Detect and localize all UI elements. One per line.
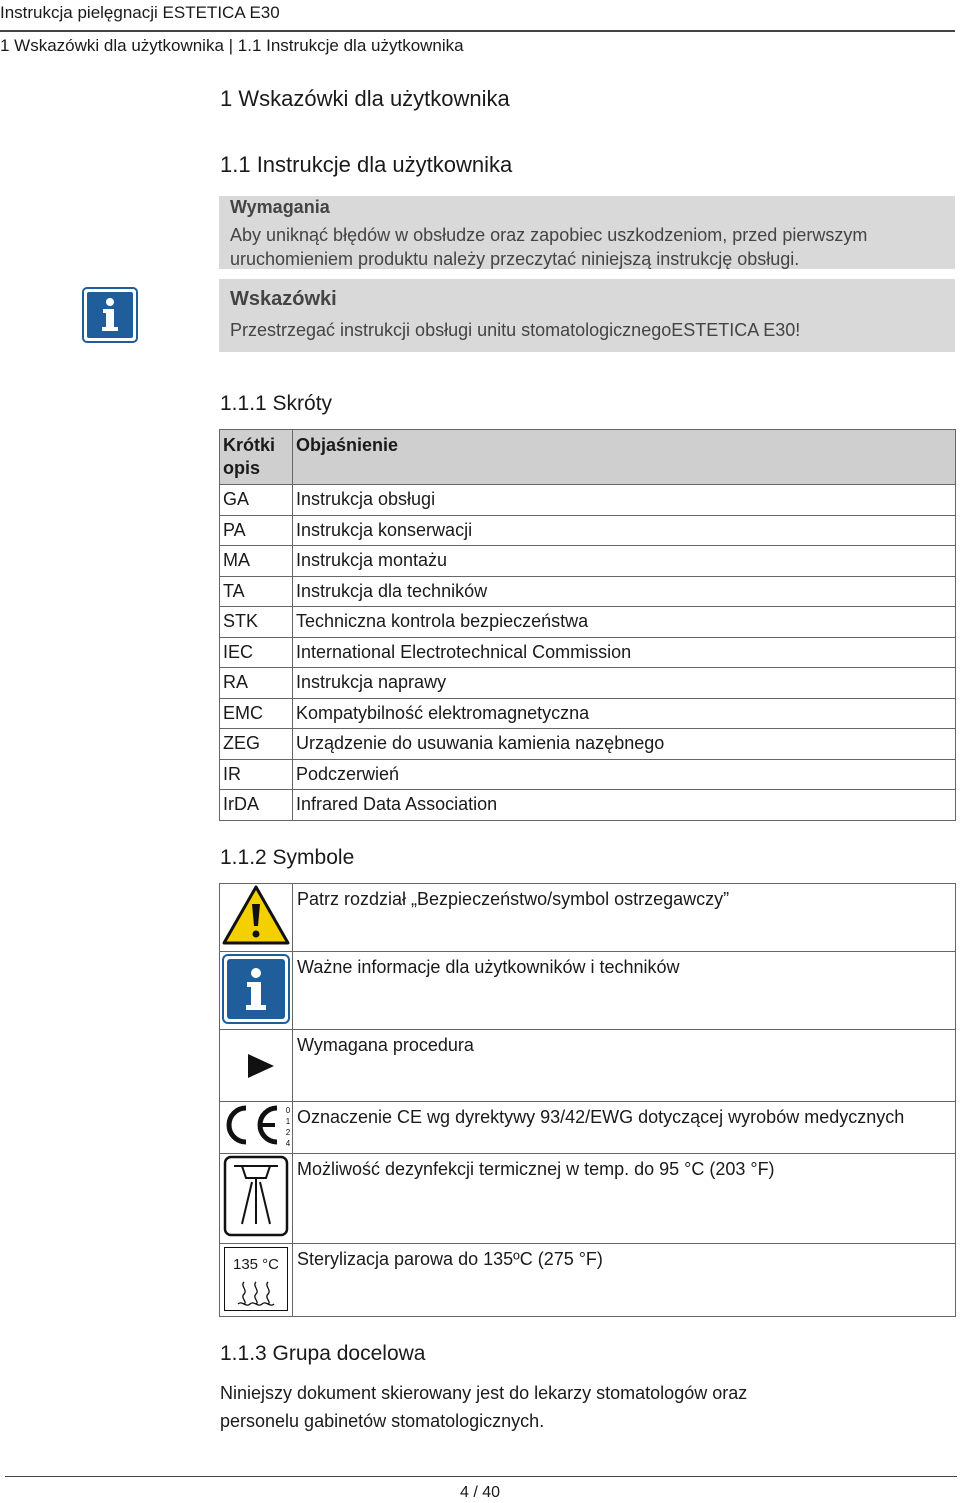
symbol-cell (220, 952, 293, 1030)
symbol-description: Oznaczenie CE wg dyrektywy 93/42/EWG dotyczącej wyrobów medycznych (293, 1102, 956, 1154)
table-header-row (220, 430, 956, 485)
symbol-description: Patrz rozdział „Bezpieczeństwo/symbol ostrzegawczy” (293, 884, 956, 952)
explanation-cell: Techniczna kontrola bezpieczeństwa (293, 607, 956, 638)
table-row (220, 637, 956, 668)
symbol-description: Możliwość dezynfekcji termicznej w temp. do 95 °C (203 °F) (293, 1154, 956, 1244)
abbr-cell: IEC (220, 637, 293, 668)
explanation-cell: Podczerwień (293, 759, 956, 790)
note-text: Przestrzegać instrukcji obsługi unitu stomatologicznegoESTETICA E30! (230, 320, 801, 340)
info-icon (82, 287, 138, 348)
symbol-cell (220, 884, 293, 952)
info-icon (222, 1008, 290, 1028)
play-arrow-icon (222, 1080, 290, 1100)
explanation-cell: International Electrotechnical Commission (293, 637, 956, 668)
page-number: 4 / 40 (459, 1484, 501, 1501)
table-row (220, 485, 956, 516)
abbr-cell: RA (220, 668, 293, 699)
note-box (219, 279, 955, 352)
requirements-box (219, 196, 955, 269)
section-heading-1: 1 Wskazówki dla użytkownika (220, 86, 510, 111)
explanation-cell: Urządzenie do usuwania kamienia nazębnego (293, 729, 956, 760)
symbol-cell (220, 1244, 293, 1317)
table-row (220, 884, 956, 952)
table-row (220, 698, 956, 729)
table-row (220, 546, 956, 577)
explanation-cell: Infrared Data Association (293, 790, 956, 821)
table-row (220, 759, 956, 790)
table-row (220, 607, 956, 638)
symbol-cell (220, 1102, 293, 1154)
section-heading-1-1: 1.1 Instrukcje dla użytkownika (220, 152, 513, 177)
symbol-description: Wymagana procedura (293, 1030, 956, 1102)
symbol-cell (220, 1030, 293, 1102)
abbr-cell: GA (220, 485, 293, 516)
abbr-cell: PA (220, 515, 293, 546)
abbr-cell: STK (220, 607, 293, 638)
symbol-cell (220, 1154, 293, 1244)
table-row (220, 1244, 956, 1317)
table-row (220, 729, 956, 760)
abbr-cell: IR (220, 759, 293, 790)
table-row (220, 1030, 956, 1102)
abbr-cell: IrDA (220, 790, 293, 821)
symbol-description: Ważne informacje dla użytkowników i techników (293, 952, 956, 1030)
ce-mark-icon (220, 1102, 292, 1148)
target-group-text: Niniejszy dokument skierowany jest do lekarzy stomatologów oraz personelu gabinetów stomatologicznych. (220, 1383, 748, 1431)
target-group-heading: 1.1.3 Grupa docelowa (220, 1342, 426, 1365)
ce-notified-body-number: 0124 (285, 1106, 291, 1148)
abbr-cell: MA (220, 546, 293, 577)
thermo-disinfector-icon (222, 1222, 290, 1242)
table-row (220, 1102, 956, 1154)
note-title: Wskazówki (230, 288, 337, 310)
column-header-explanation: Objaśnienie (293, 430, 956, 485)
sterilization-temp-label: 135 °C (232, 1256, 280, 1273)
abbr-cell: TA (220, 576, 293, 607)
requirements-text: Aby uniknąć błędów w obsłudze oraz zapobiec uszkodzeniom, przed pierwszym uruchomieniem produktu należy przeczytać niniejszą instrukcję obsługi. (230, 225, 868, 269)
breadcrumb: 1 Wskazówki dla użytkownika | 1.1 Instrukcje dla użytkownika (0, 36, 464, 55)
explanation-cell: Instrukcja obsługi (293, 485, 956, 516)
document-title: Instrukcja pielęgnacji ESTETICA E30 (0, 3, 280, 22)
requirements-title: Wymagania (230, 197, 330, 217)
explanation-cell: Instrukcja montażu (293, 546, 956, 577)
table-row (220, 515, 956, 546)
table-row (220, 576, 956, 607)
symbol-description: Sterylizacja parowa do 135ºC (275 °F) (293, 1244, 956, 1317)
column-header-short: Krótki opis (220, 430, 293, 485)
symbols-heading: 1.1.2 Symbole (220, 846, 355, 869)
steam-sterilization-icon (224, 1247, 288, 1311)
table-row (220, 952, 956, 1030)
warning-triangle-icon (222, 930, 290, 950)
table-row (220, 668, 956, 699)
abbreviations-heading: 1.1.1 Skróty (220, 392, 333, 415)
explanation-cell: Instrukcja konserwacji (293, 515, 956, 546)
abbr-cell: EMC (220, 698, 293, 729)
explanation-cell: Instrukcja naprawy (293, 668, 956, 699)
symbols-table (219, 883, 956, 1317)
table-row (220, 790, 956, 821)
abbreviations-table (219, 429, 956, 821)
header-divider (0, 30, 955, 32)
abbr-cell: ZEG (220, 729, 293, 760)
explanation-cell: Kompatybilność elektromagnetyczna (293, 698, 956, 729)
explanation-cell: Instrukcja dla techników (293, 576, 956, 607)
footer-divider (5, 1476, 957, 1477)
table-row (220, 1154, 956, 1244)
